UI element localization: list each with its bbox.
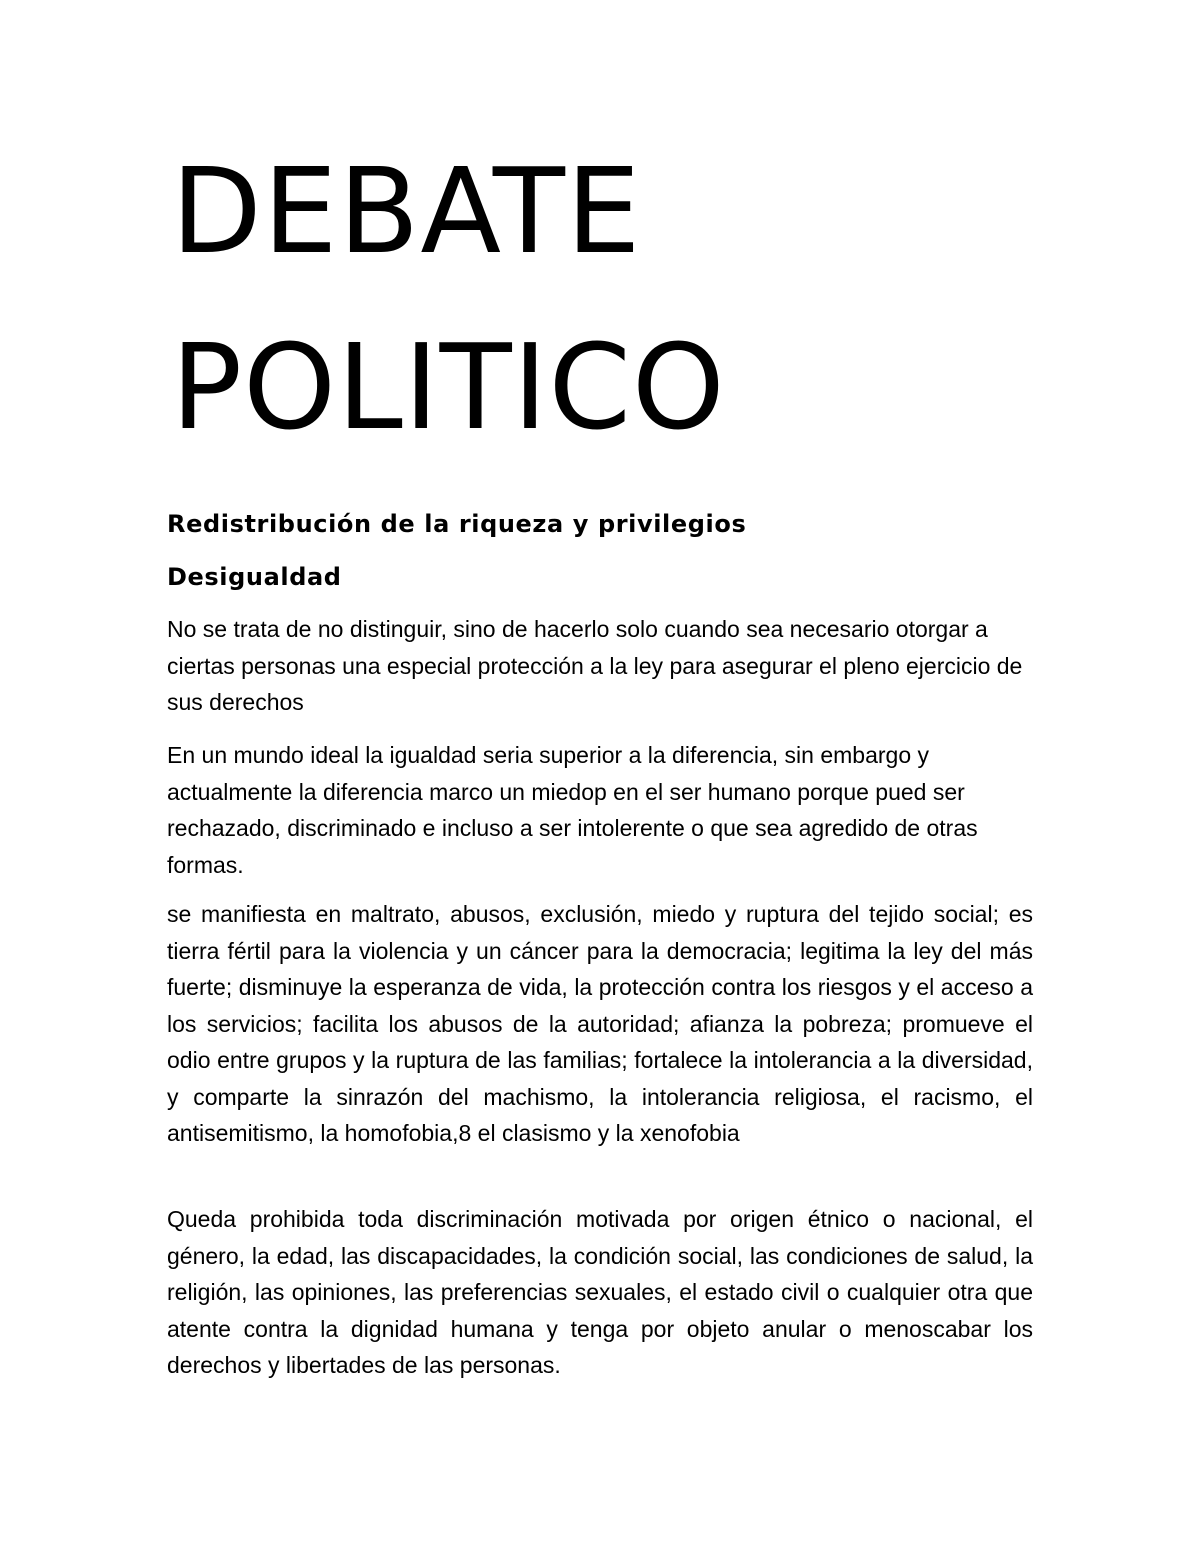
subheading-inequality: Desigualdad bbox=[167, 563, 342, 591]
paragraph-4: Queda prohibida toda discriminación motivada por origen étnico o nacional, el género, la edad, las discapacidades, la condición social, las condiciones de salud, la religión, las opiniones, las preferencias sexuales, el estado civil o cualquier otra que atente contra la dignidad humana y tenga por objeto anular o menoscabar los derechos y libertades de las personas. bbox=[167, 1206, 1033, 1378]
paragraph-2: En un mundo ideal la igualdad seria superior a la diferencia, sin embargo y actualmente la diferencia marco un miedop en el ser humano porque pued ser rechazado, discriminado e incluso a ser intolerente o que sea agredido de otras formas. bbox=[167, 742, 978, 878]
paragraph-3: se manifiesta en maltrato, abusos, exclusión, miedo y ruptura del tejido social; es tierra fértil para la violencia y un cáncer para la democracia; legitima la ley del más fuerte; disminuye la esperanza de vida, la protección contra los riesgos y el acceso a los servicios; facilita los abusos de la autoridad; afianza la pobreza; promueve el odio entre grupos y la ruptura de las familias; fortalece la intolerancia a la diversidad, y comparte la sinrazón del machismo, la intolerancia religiosa, el racismo, el antisemitismo, la homofobia,8 el clasismo y la xenofobia bbox=[167, 901, 1033, 1146]
title-line-1: DEBATE bbox=[171, 142, 642, 280]
paragraph-1: No se trata de no distinguir, sino de hacerlo solo cuando sea necesario otorgar a ciertas personas una especial protección a la ley para asegurar el pleno ejercicio de sus derechos bbox=[167, 616, 1023, 715]
subheading-redistribution: Redistribución de la riqueza y privilegios bbox=[167, 510, 747, 538]
title-line-2: POLITICO bbox=[171, 318, 726, 456]
